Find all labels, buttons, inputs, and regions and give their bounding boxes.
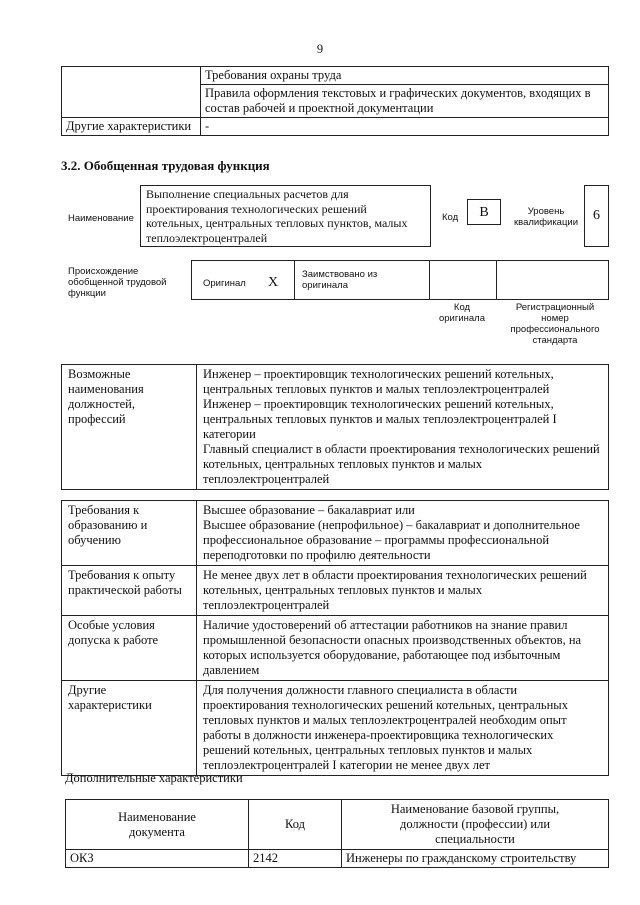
divider	[429, 261, 430, 299]
top-table	[61, 66, 609, 136]
reg-caption: Регистрационный номер профессионального стандарта	[510, 302, 600, 346]
list-item: Инженер – проектировщик технологических решений котельных, центральных тепловых пунктов и малых теплоэлектроцентралей I категории	[203, 397, 557, 441]
additional-title: Дополнительные характеристики	[65, 771, 243, 785]
code-label: Код	[442, 212, 459, 223]
list-item: Инженер – проектировщик технологических решений котельных, центральных тепловых пунктов и малых теплоэлектроцентралей	[203, 367, 554, 396]
table-row	[66, 850, 609, 868]
table-cell: Правила оформления текстовых и графических документов, входящих в состав рабочей и проектной документации	[201, 85, 609, 118]
level-label: Уровень квалификации	[513, 206, 579, 228]
table-header: Наименование документа	[66, 800, 249, 850]
positions-label: Возможные наименования должностей, профессий	[62, 365, 197, 490]
table-cell: -	[201, 118, 609, 136]
origin-box	[191, 260, 609, 300]
additional-table	[65, 799, 609, 868]
divider	[496, 261, 497, 299]
level-value: 6	[584, 185, 609, 247]
table-cell: Требования охраны труда	[201, 67, 609, 85]
borrowed-label: Заимствовано из оригинала	[302, 269, 378, 291]
page-number: 9	[316, 42, 324, 56]
origin-label: Происхождение обобщенной трудовой функции	[68, 266, 167, 299]
code-caption: Код оригинала	[438, 302, 485, 324]
req-value: Наличие удостоверений об аттестации работников на знание правил промышленной безопасности опасных производственных объектов, на которых используется оборудование, работающее под избыточным давлением	[197, 616, 609, 681]
table-row	[62, 681, 609, 776]
req-label: Требования к образованию и обучению	[62, 501, 197, 566]
table-row	[62, 501, 609, 566]
table-cell	[62, 67, 201, 85]
table-cell: Другие характеристики	[62, 118, 201, 136]
original-mark: Х	[268, 275, 279, 290]
table-row	[62, 118, 609, 136]
name-label: Наименование	[68, 213, 134, 224]
req-value: Для получения должности главного специалиста в области проектирования технологических решений котельных, центральных тепловых пунктов и малых теплоэлектроцентралей необходим опыт работы в должности инженера-проектировщика технологических решений котельных, центральных тепловых пунктов и малых теплоэлектроцентралей I категории не менее двух лет	[197, 681, 609, 776]
table-cell: 2142	[249, 850, 342, 868]
requirements-table	[61, 500, 609, 776]
original-label: Оригинал	[203, 278, 246, 289]
req-label: Требования к опыту практической работы	[62, 566, 197, 616]
table-row	[62, 616, 609, 681]
req-value: Высшее образование – бакалавриат или Высшее образование (непрофильное) – бакалавриат и дополнительное профессиональное образование – программы профессиональной переподготовки по профилю деятельности	[197, 501, 609, 566]
positions-list	[197, 365, 609, 490]
table-cell: ОКЗ	[66, 850, 249, 868]
list-item: Главный специалист в области проектирования технологических решений котельных, центральных тепловых пунктов и малых теплоэлектроцентралей	[203, 442, 600, 486]
positions-table	[61, 364, 609, 490]
section-title: 3.2. Обобщенная трудовая функция	[61, 158, 270, 173]
req-label: Особые условия допуска к работе	[62, 616, 197, 681]
table-cell: Инженеры по гражданскому строительству	[342, 850, 609, 868]
table-row	[62, 67, 609, 85]
table-header-row	[66, 800, 609, 850]
table-row	[62, 365, 609, 490]
function-name: Выполнение специальных расчетов для проектирования технологических решений котельных, центральных тепловых пунктов, малых теплоэлектроцентралей	[140, 185, 431, 247]
req-label: Другие характеристики	[62, 681, 197, 776]
table-row	[62, 85, 609, 118]
table-header: Наименование базовой группы, должности (профессии) или специальности	[342, 800, 609, 850]
req-value: Не менее двух лет в области проектирования технологических решений котельных, центральных тепловых пунктов и малых теплоэлектроцентралей	[197, 566, 609, 616]
code-value: В	[467, 199, 501, 225]
table-header: Код	[249, 800, 342, 850]
table-row	[62, 566, 609, 616]
divider	[294, 261, 295, 299]
table-cell	[62, 85, 201, 118]
